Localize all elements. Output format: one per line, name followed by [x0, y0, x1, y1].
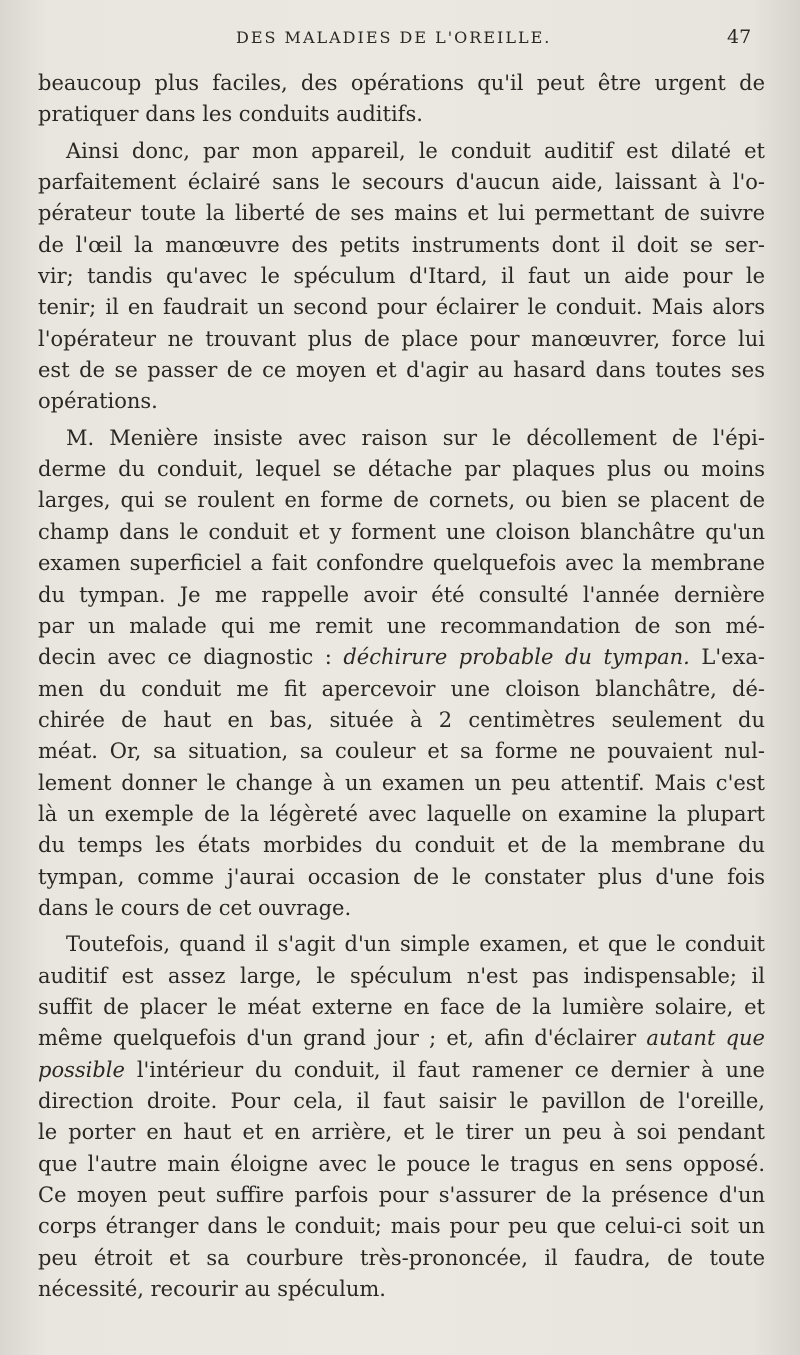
- running-head: DES MALADIES DE L'OREILLE.: [236, 28, 552, 47]
- text-run: l'intérieur du conduit, il faut ramener ce dernier à une: [124, 1057, 765, 1082]
- italic-text-run: autant que: [646, 1026, 765, 1051]
- paragraph: [38, 929, 765, 1305]
- text-line-with-italic: [38, 642, 765, 673]
- page-header: [0, 26, 800, 56]
- text-line: méat. Or, sa situation, sa couleur et sa forme ne pouvaient nul-: [38, 739, 765, 764]
- text-line: dans le cours de cet ouvrage.: [38, 895, 352, 920]
- text-line: là un exemple de la légèreté avec laquelle on examine la plupart: [38, 801, 765, 826]
- text-line: lement donner le change à un examen un peu attentif. Mais c'est: [38, 770, 765, 795]
- text-line: vir; tandis qu'avec le spéculum d'Itard, il faut un aide pour le: [38, 264, 765, 289]
- text-line: le porter en haut et en arrière, et le tirer un peu à soi pendant: [38, 1120, 765, 1145]
- text-line: Ce moyen peut suffire parfois pour s'assurer de la présence d'un: [38, 1183, 765, 1208]
- text-line: est de se passer de ce moyen et d'agir au hasard dans toutes ses: [38, 358, 765, 383]
- text-line: que l'autre main éloigne avec le pouce le tragus en sens opposé.: [38, 1151, 765, 1176]
- paragraph: [38, 68, 765, 131]
- text-line: parfaitement éclairé sans le secours d'aucun aide, laissant à l'o-: [38, 170, 765, 195]
- text-line: opérations.: [38, 389, 158, 414]
- text-line: auditif est assez large, le spéculum n'est pas indispensable; il: [38, 963, 765, 988]
- text-line: l'opérateur ne trouvant plus de place pour manœuvrer, force lui: [38, 326, 765, 351]
- text-run: decin avec ce diagnostic :: [38, 645, 344, 670]
- page-number: 47: [727, 26, 752, 48]
- text-line: nécessité, recourir au spéculum.: [38, 1277, 386, 1302]
- text-line: du temps les états morbides du conduit et de la membrane du: [38, 833, 765, 858]
- text-line: men du conduit me fit apercevoir une cloison blanchâtre, dé-: [38, 676, 765, 701]
- text-line: tenir; il en faudrait un second pour éclairer le conduit. Mais alors: [38, 295, 765, 320]
- text-line: M. Menière insiste avec raison sur le décollement de l'épi-: [66, 425, 765, 450]
- text-line: beaucoup plus faciles, des opérations qu'il peut être urgent de: [38, 71, 765, 95]
- text-line-with-italic: [38, 1023, 765, 1054]
- text-line: peu étroit et sa courbure très-prononcée, il faudra, de toute: [38, 1245, 765, 1270]
- text-line-with-italic: [38, 1055, 765, 1086]
- text-line: chirée de haut en bas, située à 2 centimètres seulement du: [38, 707, 765, 732]
- paragraph: [38, 136, 765, 418]
- text-line: direction droite. Pour cela, il faut saisir le pavillon de l'oreille,: [38, 1089, 765, 1113]
- text-line: du tympan. Je me rappelle avoir été consulté l'année dernière: [38, 582, 765, 607]
- text-run: L'exa-: [689, 645, 765, 670]
- text-line: pérateur toute la liberté de ses mains et lui permettant de suivre: [38, 201, 765, 226]
- text-line: champ dans le conduit et y forment une cloison blanchâtre qu'un: [38, 519, 765, 544]
- text-line: de l'œil la manœuvre des petits instruments dont il doit se ser-: [38, 232, 765, 257]
- text-line: examen superficiel a fait confondre quelquefois avec la membrane: [38, 551, 765, 576]
- italic-text-run: possible: [38, 1057, 125, 1082]
- text-line: derme du conduit, lequel se détache par plaques plus ou moins: [38, 457, 765, 482]
- text-line: Toutefois, quand il s'agit d'un simple examen, et que le conduit: [66, 932, 765, 957]
- text-line: pratiquer dans les conduits auditifs.: [38, 102, 423, 127]
- text-line: suffit de placer le méat externe en face de la lumière solaire, et: [38, 994, 765, 1019]
- text-line: larges, qui se roulent en forme de cornets, ou bien se placent de: [38, 488, 765, 513]
- text-line: corps étranger dans le conduit; mais pour peu que celui-ci soit un: [38, 1214, 765, 1239]
- body-text: [38, 68, 765, 1310]
- text-line: par un malade qui me remit une recommandation de son mé-: [38, 613, 765, 638]
- paragraph: [38, 423, 765, 925]
- text-run: même quelquefois d'un grand jour ; et, afin d'éclairer: [38, 1026, 647, 1051]
- text-line: tympan, comme j'aurai occasion de le constater plus d'une fois: [38, 864, 765, 889]
- text-line: Ainsi donc, par mon appareil, le conduit auditif est dilaté et: [66, 138, 765, 163]
- italic-text-run: déchirure probable du tympan.: [343, 645, 690, 670]
